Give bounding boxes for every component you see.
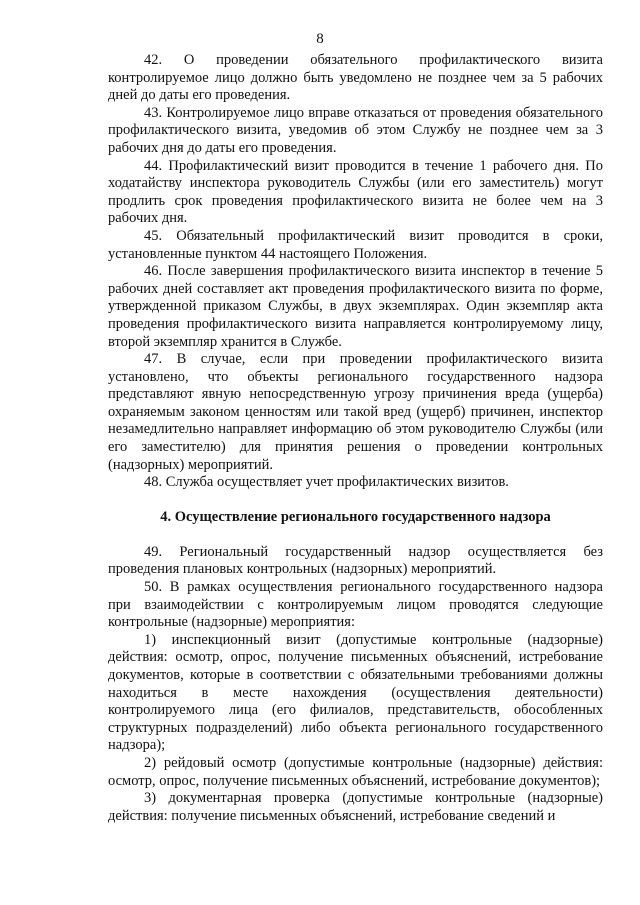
paragraph-47: 47. В случае, если при проведении профилактического визита установлено, что объекты регионального государственного надзора представляют явную непосредственную угрозу причинения вреда (ущерба) охраняемым законом ценностям или такой вред (ущерб) причинен, инспектор незамедлительно направляет информацию об этом руководителю Службы (или его заместителю) для принятия решения о проведении контрольных (надзорных) мероприятий. (108, 351, 603, 473)
paragraph-42: 42. О проведении обязательного профилактического визита контролируемое лицо должно быть уведомлено не позднее чем за 5 рабочих дней до даты его проведения. (108, 52, 603, 104)
paragraph-43: 43. Контролируемое лицо вправе отказаться от проведения обязательного профилактического визита, уведомив об этом Службу не позднее чем за 3 рабочих дня до даты его проведения. (108, 104, 603, 156)
paragraph-50: 50. В рамках осуществления регионального государственного надзора при взаимодействии с контролируемым лицом проводятся следующие контрольные (надзорные) мероприятия: (108, 579, 603, 631)
paragraph-44: 44. Профилактический визит проводится в течение 1 рабочего дня. По ходатайству инспектора руководитель Службы (или его заместитель) могут продлить срок проведения профилактического визита не более чем на 3 рабочих дня. (108, 157, 603, 227)
list-item-1: 1) инспекционный визит (допустимые контрольные (надзорные) действия: осмотр, опрос, получение письменных объяснений, истребование документов, которые в соответствии с обязательными требованиями должны находиться в месте нахождения (осуществления деятельности) контролируемого лица (его филиалов, представительств, обособленных структурных подразделений) либо объекта регионального государственного надзора); (108, 631, 603, 754)
paragraph-48: 48. Служба осуществляет учет профилактических визитов. (144, 474, 509, 491)
paragraph-46: 46. После завершения профилактического визита инспектор в течение 5 рабочих дней составляет акт проведения профилактического визита по форме, утвержденной приказом Службы, в двух экземплярах. Один экземпляр акта проведения профилактического визита направляется контролируемому лицу, второй экземпляр хранится в Службе. (108, 263, 603, 350)
document-body (108, 52, 603, 825)
section-heading: 4. Осуществление регионального государственного надзора (160, 508, 551, 525)
paragraph-45: 45. Обязательный профилактический визит проводится в сроки, установленные пунктом 44 настоящего Положения. (108, 227, 603, 262)
paragraph-49: 49. Региональный государственный надзор осуществляется без проведения плановых контрольных (надзорных) мероприятий. (108, 543, 603, 578)
list-item-2: 2) рейдовый осмотр (допустимые контрольные (надзорные) действия: осмотр, опрос, получение письменных объяснений, истребование документов); (108, 754, 603, 789)
page-number: 8 (316, 31, 324, 47)
list-item-3: 3) документарная проверка (допустимые контрольные (надзорные) действия: получение письменных объяснений, истребование сведений и (108, 790, 603, 824)
